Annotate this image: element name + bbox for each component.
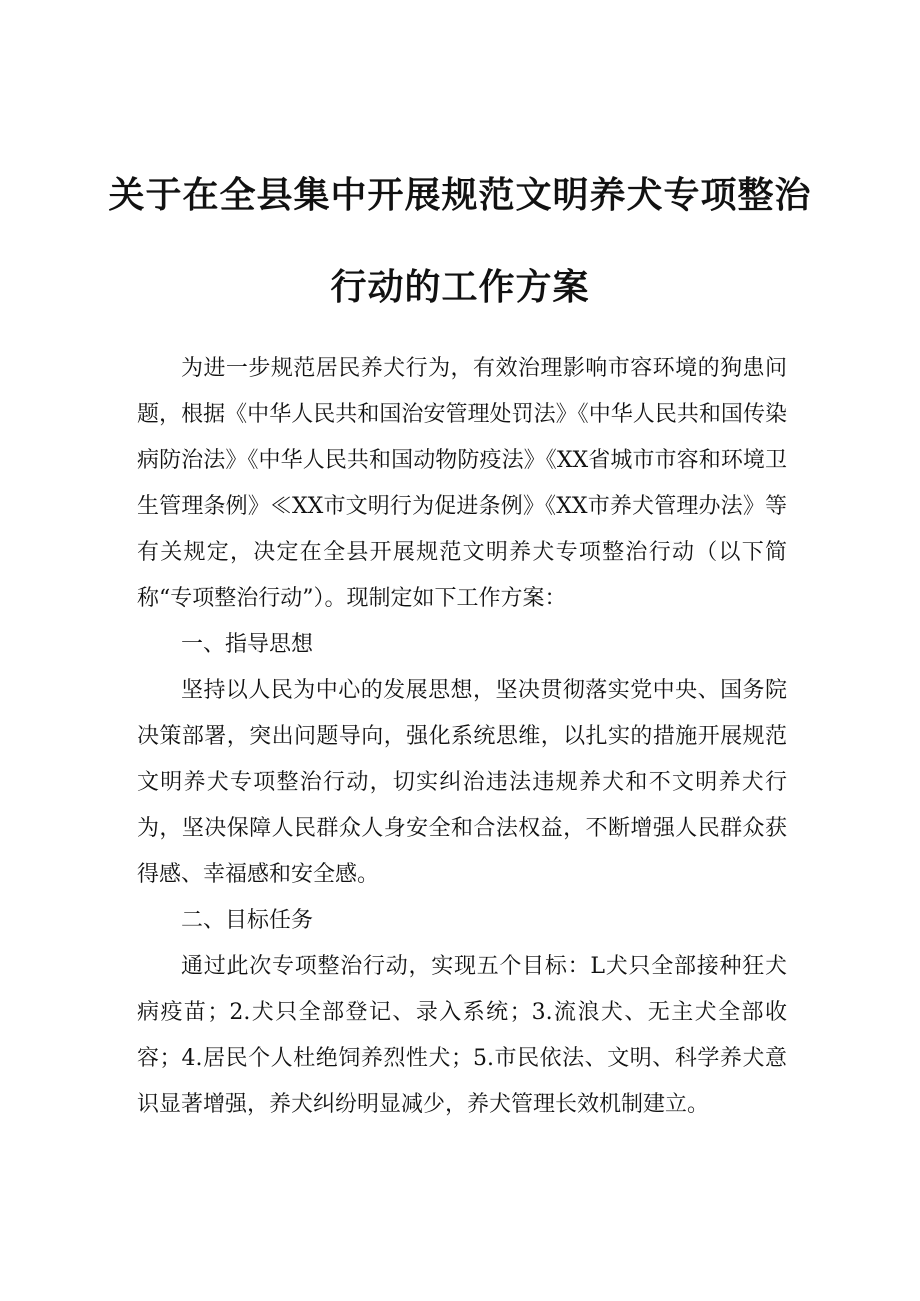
document-body xyxy=(137,346,787,1128)
document-title-line-1: 关于在全县集中开展规范文明养犬专项整治 xyxy=(108,175,812,216)
section-heading-goals-tasks: 二、目标任务 xyxy=(181,908,314,933)
intro-paragraph: 为进一步规范居民养犬行为，有效治理影响市容环境的狗患问题，根据《中华人民共和国治安管理处罚法》《中华人民共和国传染病防治法》《中华人民共和国动物防疫法》《XX省城市市容和环境卫生管理条例》≪XX市文明行为促进条例》《XX市养犬管理办法》等有关规定，决定在全县开展规范文明养犬专项整治行动（以下简称“专项整治行动”）。现制定如下工作方案： xyxy=(137,356,787,611)
section-paragraph-guiding-ideology: 坚持以人民为中心的发展思想，坚决贯彻落实党中央、国务院决策部署，突出问题导向，强化系统思维，以扎实的措施开展规范文明养犬专项整治行动，切实纠治违法违规养犬和不文明养犬行为，坚决保障人民群众人身安全和合法权益，不断增强人民群众获得感、幸福感和安全感。 xyxy=(137,678,787,887)
section-heading-guiding-ideology: 一、指导思想 xyxy=(181,632,314,657)
section-paragraph-goals-tasks: 通过此次专项整治行动，实现五个目标：L犬只全部接种狂犬病疫苗；2.犬只全部登记、录入系统；3.流浪犬、无主犬全部收容；4.居民个人杜绝饲养烈性犬；5.市民依法、文明、科学养犬意识显著增强，养犬纠纷明显减少，养犬管理长效机制建立。 xyxy=(137,954,787,1117)
document-title-line-2: 行动的工作方案 xyxy=(330,267,590,308)
